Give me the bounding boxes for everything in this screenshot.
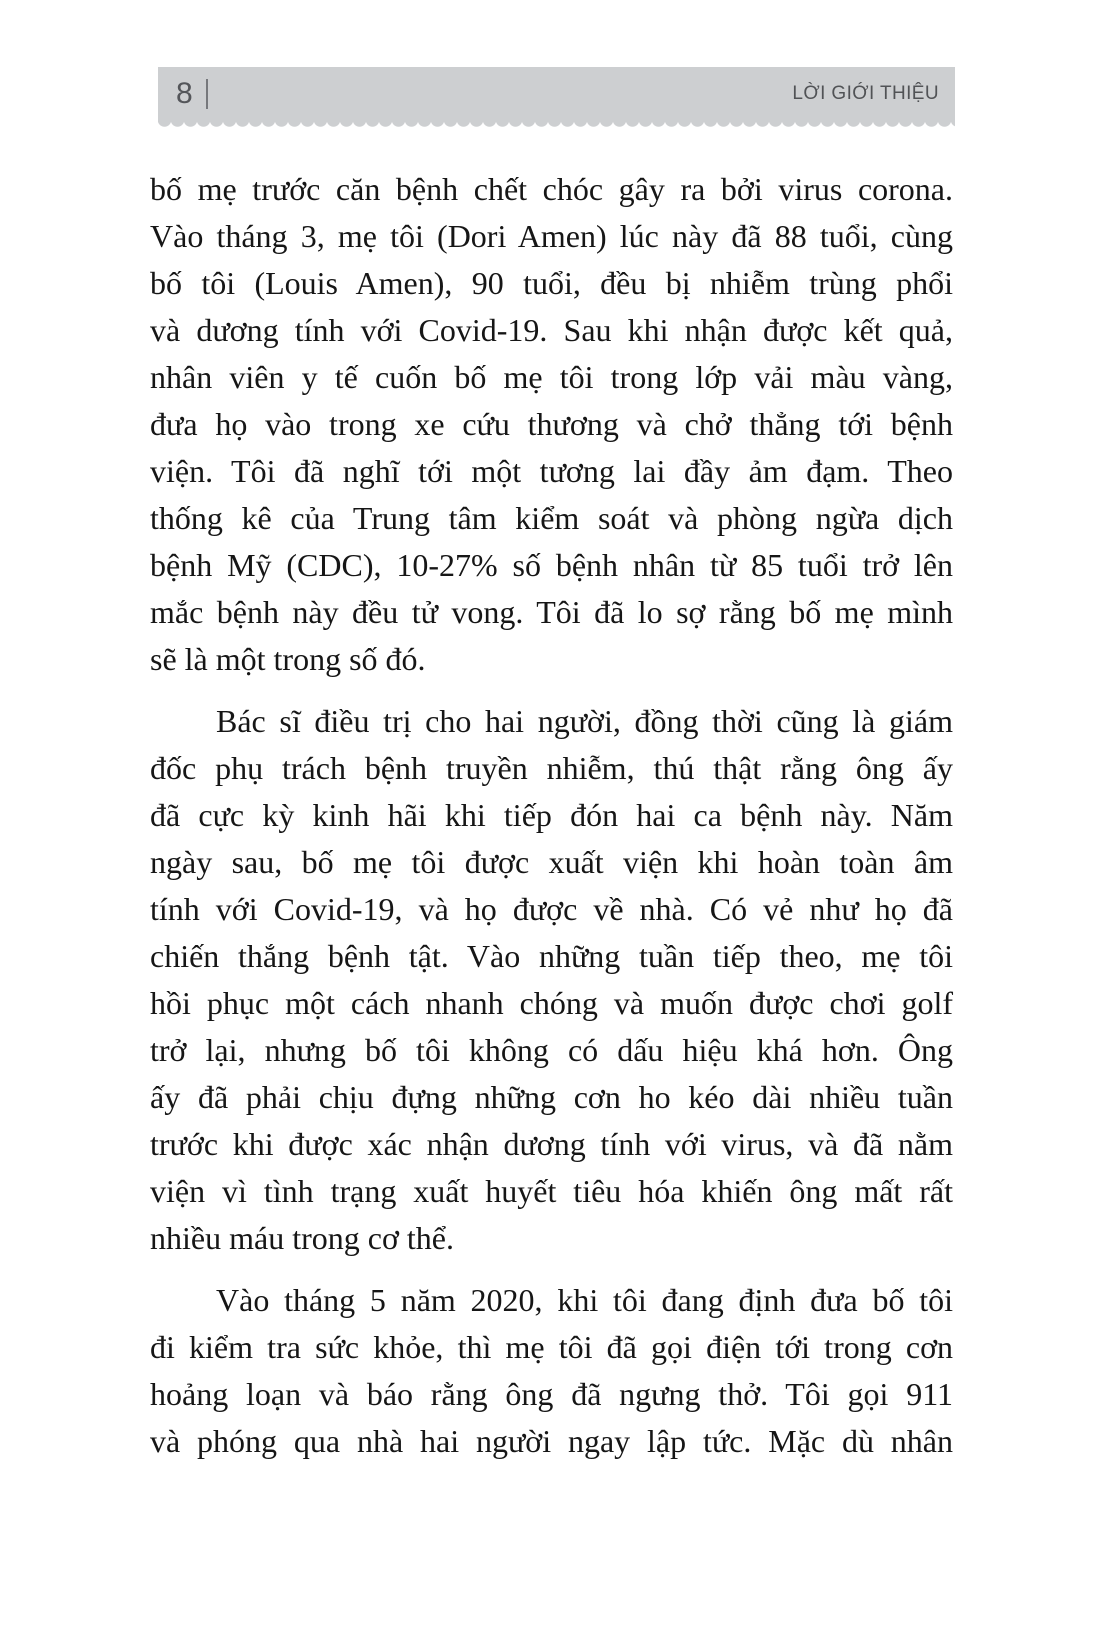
- paragraph: [150, 1277, 953, 1465]
- text-line: viện. Tôi đã nghĩ tới một tương lai đầy ảm đạm. Theo: [150, 453, 953, 489]
- text-line: viện vì tình trạng xuất huyết tiêu hóa khiến ông mất rất: [150, 1173, 953, 1209]
- text-line: Vào tháng 3, mẹ tôi (Dori Amen) lúc này đã 88 tuổi, cùng: [150, 218, 953, 254]
- text-line: và phóng qua nhà hai người ngay lập tức. Mặc dù nhân: [150, 1423, 953, 1459]
- paragraph: [150, 166, 953, 683]
- text-line: sẽ là một trong số đó.: [150, 641, 426, 677]
- text-line: chiến thắng bệnh tật. Vào những tuần tiếp theo, mẹ tôi: [150, 938, 953, 974]
- text-line: trở lại, nhưng bố tôi không có dấu hiệu khá hơn. Ông: [150, 1032, 953, 1068]
- running-head-title: LỜI GIỚI THIỆU: [792, 83, 939, 104]
- page-number-divider: [206, 79, 208, 109]
- text-line: ngày sau, bố mẹ tôi được xuất viện khi hoàn toàn âm: [150, 844, 953, 880]
- text-line: tính với Covid-19, và họ được về nhà. Có vẻ như họ đã: [150, 891, 953, 927]
- text-line: hoảng loạn và báo rằng ông đã ngưng thở. Tôi gọi 911: [150, 1376, 953, 1412]
- text-line: và dương tính với Covid-19. Sau khi nhận được kết quả,: [150, 312, 953, 348]
- text-line: ấy đã phải chịu đựng những cơn ho kéo dài nhiều tuần: [150, 1079, 953, 1115]
- text-line: trước khi được xác nhận dương tính với virus, và đã nằm: [150, 1126, 953, 1162]
- text-line: nhân viên y tế cuốn bố mẹ tôi trong lớp vải màu vàng,: [150, 359, 953, 395]
- body-text-column: [150, 166, 953, 1465]
- paragraph: [150, 698, 953, 1262]
- text-line: bố tôi (Louis Amen), 90 tuổi, đều bị nhiễm trùng phổi: [150, 265, 953, 301]
- page-header: [158, 67, 955, 121]
- text-line: đưa họ vào trong xe cứu thương và chở thẳng tới bệnh: [150, 406, 953, 442]
- text-line: đi kiểm tra sức khỏe, thì mẹ tôi đã gọi điện tới trong cơn: [150, 1329, 953, 1365]
- text-line: mắc bệnh này đều tử vong. Tôi đã lo sợ rằng bố mẹ mình: [150, 594, 953, 630]
- text-line: bố mẹ trước căn bệnh chết chóc gây ra bởi virus corona.: [150, 171, 953, 207]
- page-number-group: [176, 79, 208, 109]
- text-line: đốc phụ trách bệnh truyền nhiễm, thú thật rằng ông ấy: [150, 750, 953, 786]
- text-line: đã cực kỳ kinh hãi khi tiếp đón hai ca bệnh này. Năm: [150, 797, 953, 833]
- page-number: 8: [176, 77, 193, 110]
- text-line: thống kê của Trung tâm kiểm soát và phòng ngừa dịch: [150, 500, 953, 536]
- text-line: Bác sĩ điều trị cho hai người, đồng thời cũng là giám: [216, 703, 953, 739]
- text-line: nhiều máu trong cơ thể.: [150, 1220, 454, 1256]
- text-line: bệnh Mỹ (CDC), 10-27% số bệnh nhân từ 85 tuổi trở lên: [150, 547, 953, 583]
- text-line: Vào tháng 5 năm 2020, khi tôi đang định đưa bố tôi: [216, 1282, 953, 1318]
- text-line: hồi phục một cách nhanh chóng và muốn được chơi golf: [150, 985, 953, 1021]
